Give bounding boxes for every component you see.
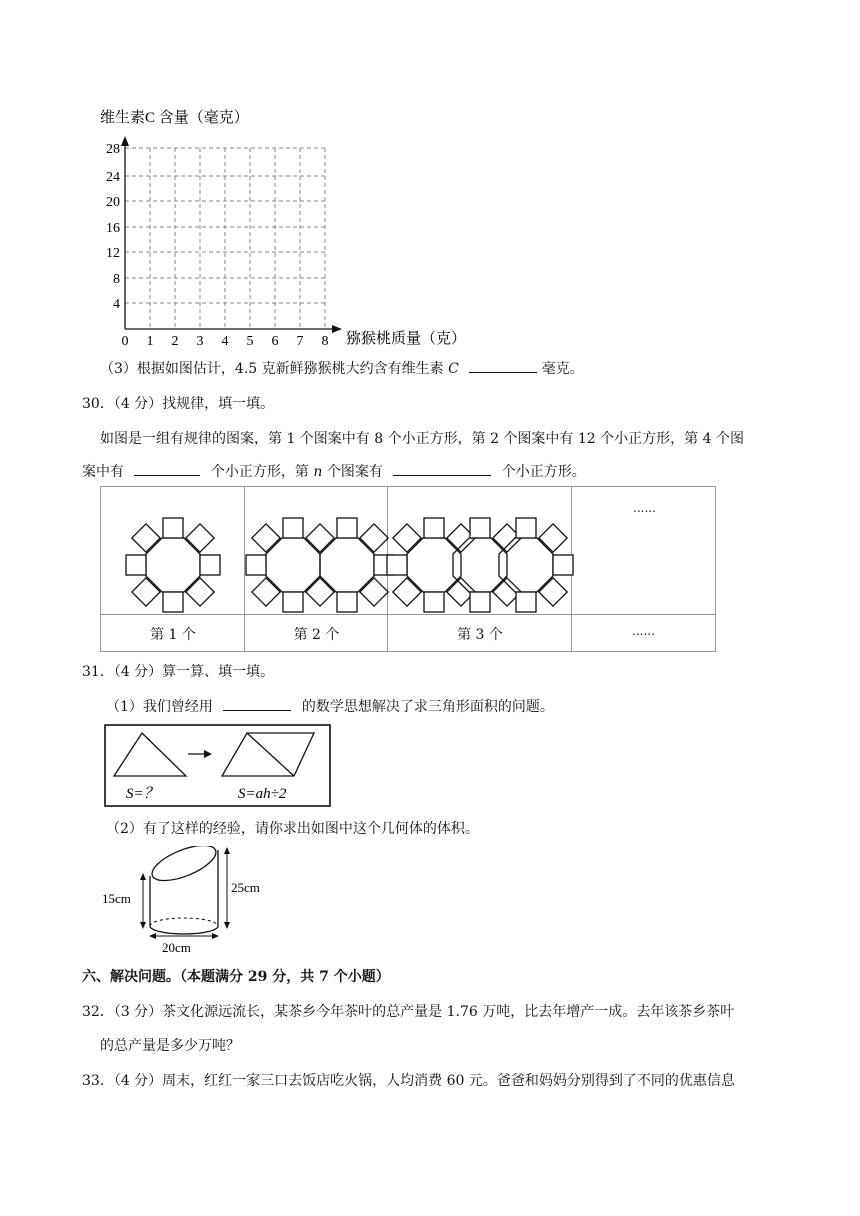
q33-line1: 33．（4 分）周末，红红一家三口去饭店吃火锅，人均消费 60 元。爸爸和妈妈分别得到了不同的优惠信息 bbox=[82, 1073, 735, 1089]
q30-text: 个图案有 bbox=[326, 464, 383, 480]
y-tick-label: 28 bbox=[106, 142, 120, 157]
answer-blank[interactable] bbox=[134, 461, 200, 476]
q31-text: （1）我们曾经用 bbox=[106, 699, 213, 715]
q32-line2: 的总产量是多少万吨？ bbox=[100, 1038, 240, 1054]
answer-blank[interactable] bbox=[393, 461, 491, 476]
pattern-label-2: 第 2 个 bbox=[293, 627, 340, 643]
continuation-dots: ...... bbox=[633, 501, 656, 515]
y-tick-label: 16 bbox=[106, 221, 120, 236]
x-tick-label: 5 bbox=[246, 334, 254, 349]
q29-text-after: 毫克。 bbox=[537, 361, 584, 377]
y-axis-title: 维生素C 含量（毫克） bbox=[100, 110, 249, 126]
q29-text-before: （3）根据如图估计，4.5 克新鲜猕猴桃大约含有维生素 bbox=[100, 361, 449, 377]
y-tick-labels bbox=[106, 142, 120, 312]
pattern-label-3: 第 3 个 bbox=[457, 627, 503, 643]
pattern-1 bbox=[126, 518, 220, 612]
diameter-label: 20cm bbox=[162, 940, 191, 955]
pattern-2 bbox=[246, 518, 334, 612]
parallelogram-area-label: S=ah÷2 bbox=[238, 786, 287, 802]
x-tick-label: 2 bbox=[171, 334, 179, 349]
table-divider bbox=[101, 614, 715, 615]
left-height-label: 15cm bbox=[102, 891, 131, 906]
triangle-area-figure bbox=[104, 724, 332, 808]
grid-lines bbox=[125, 148, 325, 329]
answer-blank[interactable] bbox=[223, 696, 291, 711]
x-tick-labels bbox=[122, 334, 329, 349]
q30-text: 个小正方形，第 bbox=[210, 464, 309, 480]
y-tick-label: 4 bbox=[113, 297, 120, 312]
cut-cylinder-figure bbox=[100, 846, 270, 956]
pattern-figures bbox=[101, 487, 715, 614]
right-height-label: 25cm bbox=[231, 880, 260, 895]
y-tick-label: 12 bbox=[106, 246, 120, 261]
x-tick-label: 7 bbox=[296, 334, 304, 349]
q30-variable: n bbox=[313, 464, 323, 480]
pattern-label-1: 第 1 个 bbox=[150, 627, 196, 643]
x-tick-label: 4 bbox=[221, 334, 229, 349]
q30-line2 bbox=[82, 461, 586, 481]
q30-text: 案中有 bbox=[82, 464, 124, 480]
x-tick-label: 1 bbox=[146, 334, 154, 349]
q29-variable: C bbox=[448, 361, 459, 377]
q31-part2: （2）有了这样的经验，请你求出如图中这个几何体的体积。 bbox=[106, 821, 479, 837]
section-6-title: 六、解决问题。（本题满分 29 分，共 7 个小题） bbox=[82, 969, 390, 985]
x-tick-label: 3 bbox=[196, 334, 204, 349]
y-tick-label: 8 bbox=[113, 272, 120, 287]
y-tick-label: 20 bbox=[106, 195, 120, 210]
vitamin-c-grid-chart bbox=[96, 100, 476, 350]
q31-part1 bbox=[106, 696, 554, 716]
q31-title: 31．（4 分）算一算、填一填。 bbox=[82, 664, 275, 680]
y-tick-label: 24 bbox=[106, 170, 120, 185]
q30-text: 个小正方形。 bbox=[501, 464, 586, 480]
x-axis-title: 猕猴桃质量（克） bbox=[346, 331, 467, 347]
pattern-label-4: ...... bbox=[632, 624, 655, 638]
x-tick-label: 6 bbox=[271, 334, 279, 349]
q32-line1: 32．（3 分）茶文化源远流长，某茶乡今年茶叶的总产量是 1.76 万吨，比去年增产一成。去年该茶乡茶叶 bbox=[82, 1004, 735, 1020]
q31-text: 的数学思想解决了求三角形面积的问题。 bbox=[301, 699, 554, 715]
answer-blank[interactable] bbox=[469, 358, 537, 373]
q30-line1: 如图是一组有规律的图案，第 1 个图案中有 8 个小正方形，第 2 个图案中有 12 个小正方形，第 4 个图 bbox=[100, 431, 744, 447]
triangle-area-label: S=？ bbox=[126, 786, 159, 802]
q30-title: 30．（4 分）找规律，填一填。 bbox=[82, 396, 275, 412]
x-tick-label: 0 bbox=[121, 334, 129, 349]
pattern-table bbox=[100, 486, 716, 652]
pattern-3 bbox=[387, 518, 475, 612]
x-tick-label: 8 bbox=[321, 334, 329, 349]
q29-part3 bbox=[100, 358, 584, 378]
